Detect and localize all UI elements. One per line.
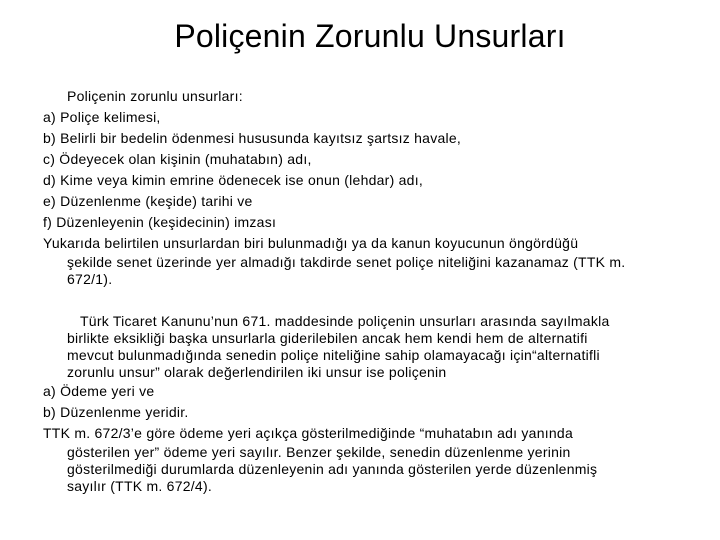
list-item: c) Ödeyecek olan kişinin (muhatabın) adı, (43, 151, 312, 167)
paragraph-line: TTK m. 672/3’e göre ödeme yeri açıkça gösterilmediğinde “muhatabın adı yanında (43, 425, 574, 441)
section1-closing-paragraph (43, 233, 713, 288)
list-item: b) Düzenlenme yeridir. (43, 404, 189, 420)
paragraph-line: 672/1). (67, 271, 113, 287)
paragraph-line: sayılır (TTK m. 672/4). (67, 478, 212, 494)
paragraph-line: mevcut bulunmadığında senedin poliçe niteliğine sahip olamayacağı için“alternatifli (67, 347, 600, 363)
section2-intro-paragraph (43, 313, 683, 381)
paragraph-line: şekilde senet üzerinde yer almadığı takdirde senet poliçe niteliğini kazanamaz (TTK m. (67, 254, 626, 270)
section-mandatory-elements (43, 86, 713, 288)
section2-closing-paragraph (43, 423, 683, 495)
list-item: a) Poliçe kelimesi, (43, 109, 161, 125)
list-item: a) Ödeme yeri ve (43, 383, 155, 399)
section1-intro: Poliçenin zorunlu unsurları: (67, 88, 243, 104)
paragraph-line: Türk Ticaret Kanunu’nun 671. maddesinde poliçenin unsurları arasında sayılmakla (80, 313, 610, 329)
paragraph-line: zorunlu unsur” olarak değerlendirilen iki unsur ise poliçenin (67, 364, 447, 380)
paragraph-line: gösterilen yer” ödeme yeri sayılır. Benzer şekilde, senedin düzenlenme yerinin (67, 444, 571, 460)
paragraph-line: Yukarıda belirtilen unsurlardan biri bulunmadığı ya da kanun koyucunun öngördüğü (43, 235, 579, 251)
paragraph-line: birlikte eksikliği başka unsurlarla giderilebilen ancak hem kendi hem de alternatifi (67, 330, 588, 346)
paragraph-line: gösterilmediği durumlarda düzenleyenin adı yanında gösterilen yerde düzenlenmiş (67, 461, 598, 477)
list-item: b) Belirli bir bedelin ödenmesi hususunda kayıtsız şartsız havale, (43, 130, 462, 146)
list-item: f) Düzenleyenin (keşidecinin) imzası (43, 214, 277, 230)
slide-title: Poliçenin Zorunlu Unsurları (174, 18, 566, 54)
list-item: d) Kime veya kimin emrine ödenecek ise onun (lehdar) adı, (43, 172, 423, 188)
list-item: e) Düzenlenme (keşide) tarihi ve (43, 193, 253, 209)
section-alternative-elements (43, 313, 683, 495)
